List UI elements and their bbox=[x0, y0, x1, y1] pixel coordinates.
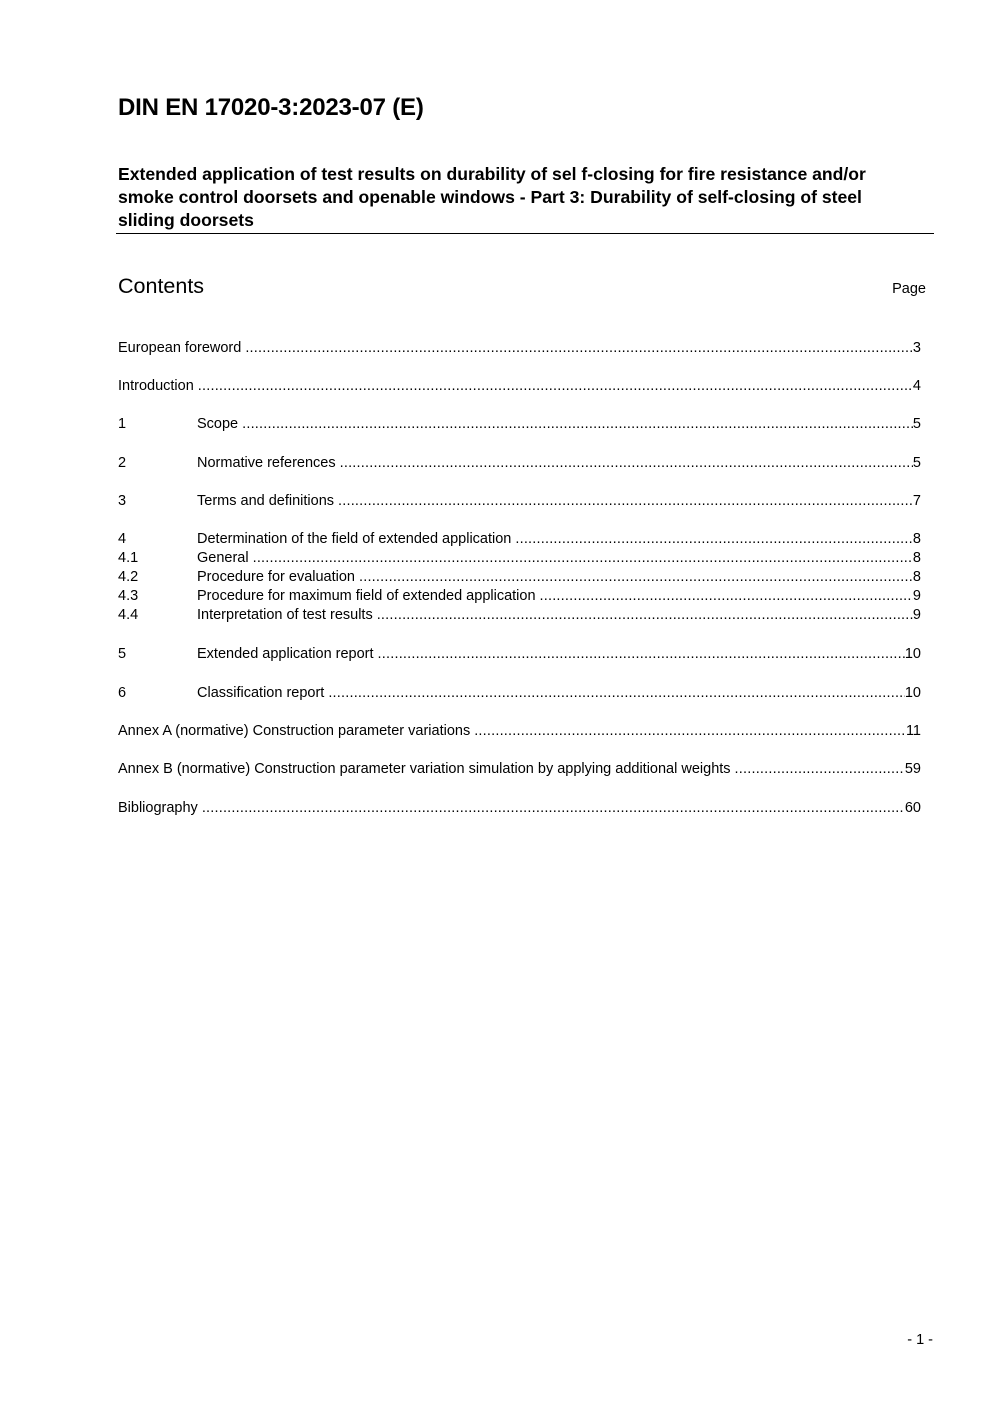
toc-entry-page: 5 bbox=[912, 455, 921, 471]
toc-entry-text: General bbox=[197, 550, 249, 566]
toc-entry-page: 9 bbox=[912, 607, 921, 623]
toc-entry-scope[interactable] bbox=[118, 415, 921, 434]
toc-leader bbox=[202, 799, 905, 818]
toc-entry-page: 4 bbox=[912, 378, 921, 394]
toc-entry-normative-references[interactable] bbox=[118, 454, 921, 473]
toc-entry-page: 11 bbox=[905, 723, 921, 739]
toc-entry-page: 3 bbox=[912, 340, 921, 356]
toc-entry-number: 4 bbox=[118, 531, 127, 547]
toc-entry-number: 4.3 bbox=[118, 588, 139, 604]
toc-entry-determination[interactable] bbox=[118, 530, 921, 549]
toc-entry-text: Terms and definitions bbox=[197, 493, 335, 509]
title-rule bbox=[116, 233, 934, 234]
toc-leader bbox=[377, 606, 913, 625]
toc-entry-text: Introduction bbox=[118, 378, 194, 394]
toc-entry-number: 2 bbox=[118, 455, 127, 471]
page-column-heading: Page bbox=[892, 281, 926, 297]
toc-entry-terms-and-definitions[interactable] bbox=[118, 492, 921, 511]
toc-entry-text: Annex A (normative) Construction parameter variations bbox=[118, 723, 471, 739]
toc-leader bbox=[245, 339, 913, 358]
toc-entry-interpretation[interactable] bbox=[118, 606, 921, 625]
toc-entry-classification-report[interactable] bbox=[118, 684, 921, 703]
toc-entry-procedure-maximum-field[interactable] bbox=[118, 587, 921, 606]
toc-leader bbox=[198, 377, 913, 396]
toc-entry-text: Normative references bbox=[197, 455, 336, 471]
toc-entry-text: European foreword bbox=[118, 340, 242, 356]
toc-entry-text: Procedure for evaluation bbox=[197, 569, 355, 585]
toc-entry-page: 9 bbox=[912, 588, 921, 604]
toc-entry-number: 4.2 bbox=[118, 569, 139, 585]
toc-entry-page: 59 bbox=[904, 761, 921, 777]
toc-entry-page: 10 bbox=[904, 685, 921, 701]
toc-entry-page: 7 bbox=[912, 493, 921, 509]
toc-entry-annex-a[interactable] bbox=[118, 722, 921, 741]
toc-entry-page: 8 bbox=[912, 550, 921, 566]
toc-entry-page: 60 bbox=[904, 800, 921, 816]
toc-entry-general[interactable] bbox=[118, 549, 921, 568]
toc-entry-text: Determination of the field of extended application bbox=[197, 531, 512, 547]
toc-entry-page: 8 bbox=[912, 569, 921, 585]
toc-entry-page: 5 bbox=[912, 416, 921, 432]
toc-entry-number: 1 bbox=[118, 416, 127, 432]
toc-entry-text: Bibliography bbox=[118, 800, 198, 816]
toc-entry-text: Extended application report bbox=[197, 646, 374, 662]
toc-leader bbox=[338, 492, 913, 511]
toc-leader bbox=[328, 684, 905, 703]
toc-leader bbox=[378, 645, 905, 664]
toc-entry-extended-application-report[interactable] bbox=[118, 645, 921, 664]
toc-entry-european-foreword[interactable] bbox=[118, 339, 921, 358]
toc-entry-number: 3 bbox=[118, 493, 127, 509]
toc-leader bbox=[253, 549, 913, 568]
toc-leader bbox=[359, 568, 913, 587]
toc-entry-number: 4.1 bbox=[118, 550, 139, 566]
document-id: DIN EN 17020-3:2023-07 (E) bbox=[118, 94, 424, 121]
document-title: Extended application of test results on durability of sel f-closing for fire resistance and/or smoke control doorsets and openable windows - Part 3: Durability of self-closing of steel sliding doorsets bbox=[118, 164, 866, 230]
contents-heading: Contents bbox=[118, 274, 205, 298]
toc-entry-number: 4.4 bbox=[118, 607, 139, 623]
toc-entry-text: Classification report bbox=[197, 685, 325, 701]
toc-entry-page: 10 bbox=[904, 646, 921, 662]
toc-leader bbox=[474, 722, 906, 741]
toc-entry-number: 5 bbox=[118, 646, 127, 662]
toc-leader bbox=[540, 587, 913, 606]
toc-entry-text: Annex B (normative) Construction parameter variation simulation by applying additional weights bbox=[118, 761, 731, 777]
toc-entry-number: 6 bbox=[118, 685, 127, 701]
toc-entry-text: Interpretation of test results bbox=[197, 607, 373, 623]
toc-entry-page: 8 bbox=[912, 531, 921, 547]
toc-leader bbox=[515, 530, 913, 549]
page-number: - 1 - bbox=[907, 1332, 933, 1348]
toc-entry-introduction[interactable] bbox=[118, 377, 921, 396]
toc-leader bbox=[735, 760, 905, 779]
toc-entry-annex-b[interactable] bbox=[118, 760, 921, 779]
toc-entry-text: Procedure for maximum field of extended application bbox=[197, 588, 536, 604]
toc-entry-text: Scope bbox=[197, 416, 239, 432]
toc-leader bbox=[340, 454, 913, 473]
toc-entry-bibliography[interactable] bbox=[118, 799, 921, 818]
toc-entry-procedure-for-evaluation[interactable] bbox=[118, 568, 921, 587]
toc-leader bbox=[242, 415, 913, 434]
